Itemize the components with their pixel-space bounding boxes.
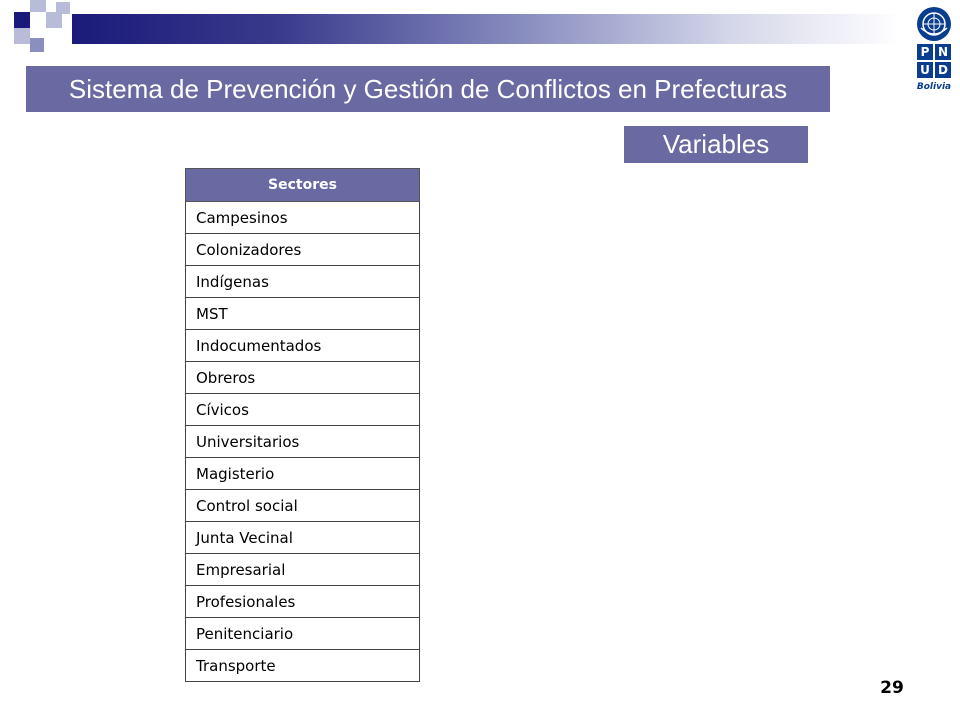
logo-letter: P [917,44,933,60]
logo-letter: U [917,62,933,78]
table-cell: Campesinos [186,202,420,234]
table-header-row [186,169,420,202]
decor-square [14,28,30,44]
decor-square [14,12,30,28]
table-cell: Cívicos [186,394,420,426]
table-cell: Magisterio [186,458,420,490]
table-cell: Empresarial [186,554,420,586]
table-cell: Control social [186,490,420,522]
decor-square [56,2,70,14]
undp-logo [912,4,956,96]
table-cell: Universitarios [186,426,420,458]
un-emblem-icon [916,6,952,42]
table-row [186,618,420,650]
decor-square [46,12,62,28]
variables-label: Variables [624,126,808,163]
table-row [186,298,420,330]
table-row [186,394,420,426]
table-cell: Junta Vecinal [186,522,420,554]
logo-letter: N [935,44,951,60]
table-row [186,586,420,618]
table-row [186,458,420,490]
table-header-sectores: Sectores [186,169,420,202]
table-row [186,202,420,234]
logo-country: Bolivia [916,82,952,92]
table-cell: Obreros [186,362,420,394]
decor-square [30,38,44,52]
table-row [186,522,420,554]
slide-title: Sistema de Prevención y Gestión de Conflictos en Prefecturas [26,66,830,112]
table-cell: Colonizadores [186,234,420,266]
table-cell: Profesionales [186,586,420,618]
decor-square [30,0,46,12]
table-cell: MST [186,298,420,330]
table-cell: Transporte [186,650,420,682]
sectors-table [185,168,420,682]
table-cell: Penitenciario [186,618,420,650]
page-number: 29 [880,678,904,698]
table-row [186,490,420,522]
table-row [186,330,420,362]
table-cell: Indígenas [186,266,420,298]
table-row [186,266,420,298]
table-cell: Indocumentados [186,330,420,362]
table-row [186,650,420,682]
header-gradient-bar [72,14,902,44]
logo-letter: D [935,62,951,78]
table-row [186,234,420,266]
table-row [186,426,420,458]
table-row [186,554,420,586]
table-row [186,362,420,394]
